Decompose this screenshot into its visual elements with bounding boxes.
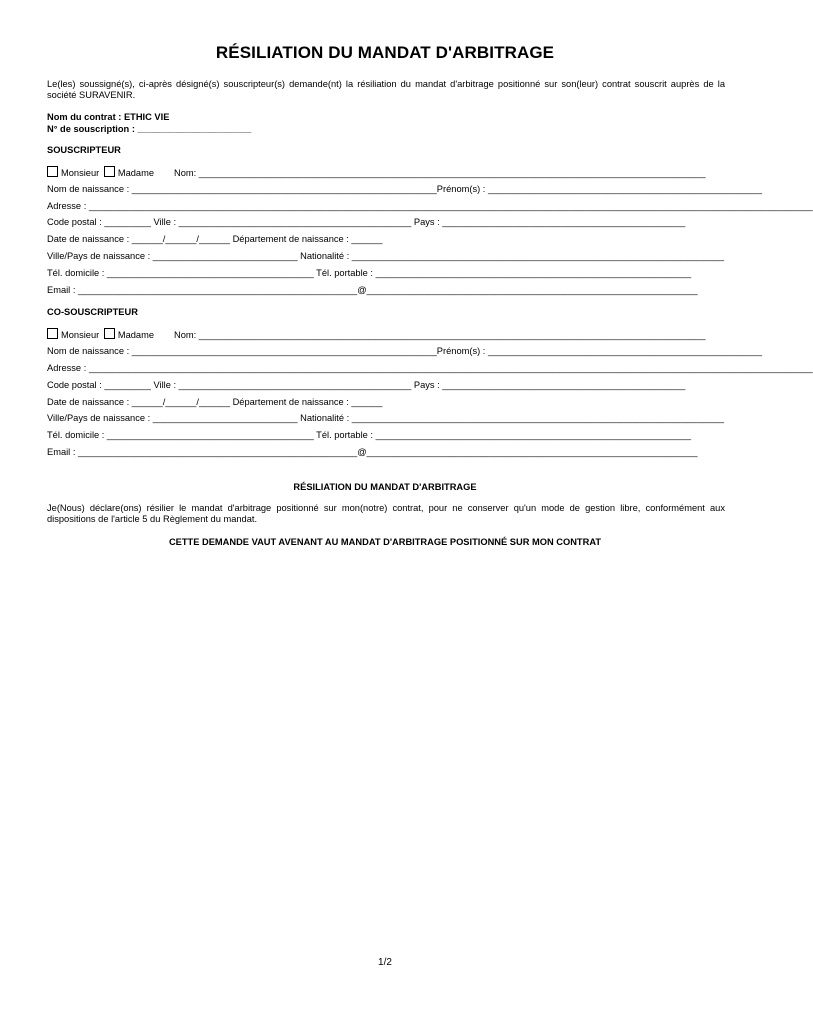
cosouscripteur-birthplace-row[interactable]: Ville/Pays de naissance : ____________________________ Nationalité : ________________________________________________________________________ <box>47 413 725 423</box>
contract-name: Nom du contrat : ETHIC VIE <box>47 112 170 122</box>
cosouscripteur-email-row[interactable]: Email : ______________________________________________________@________________________________________________________________ <box>47 447 698 457</box>
page-number: 1/2 <box>378 957 392 968</box>
monsieur-label: Monsieur <box>61 330 100 340</box>
monsieur-label: Monsieur <box>61 168 100 178</box>
cosouscripteur-heading: CO-SOUSCRIPTEUR <box>47 307 138 317</box>
souscripteur-phone-row[interactable]: Tél. domicile : ________________________________________ Tél. portable : _____________________________________________________________ <box>47 268 691 278</box>
madame-checkbox[interactable] <box>104 328 115 339</box>
cosouscripteur-address-row[interactable]: Adresse : ____________________________________________________________________________________________________________________________________________ <box>47 363 813 373</box>
souscripteur-postal-row[interactable]: Code postal : _________ Ville : _____________________________________________ Pays : _______________________________________________ <box>47 217 686 227</box>
nom-field[interactable]: Nom: __________________________________________________________________________________________________ <box>174 330 706 340</box>
souscripteur-civility-row <box>47 166 723 179</box>
souscripteur-address-row[interactable]: Adresse : ____________________________________________________________________________________________________________________________________________ <box>47 201 813 211</box>
cosouscripteur-civility-row <box>47 328 723 341</box>
declaration-paragraph: Je(Nous) déclare(ons) résilier le mandat d'arbitrage positionné sur mon(notre) contrat, pour ne conserver qu'un mode de gestion libre, conformément aux dispositions de l'article 5 du Règlement du mandat. <box>47 503 725 524</box>
cosouscripteur-phone-row[interactable]: Tél. domicile : ________________________________________ Tél. portable : _____________________________________________________________ <box>47 430 691 440</box>
souscripteur-birthdate-row[interactable]: Date de naissance : ______/______/______ Département de naissance : ______ <box>47 234 383 244</box>
avenant-notice: CETTE DEMANDE VAUT AVENANT AU MANDAT D'ARBITRAGE POSITIONNÉ SUR MON CONTRAT <box>168 537 602 547</box>
subscription-number: N° de souscription : ______________________ <box>47 123 252 134</box>
souscripteur-birthplace-row[interactable]: Ville/Pays de naissance : ____________________________ Nationalité : ________________________________________________________________________ <box>47 251 725 261</box>
cosouscripteur-postal-row[interactable]: Code postal : _________ Ville : _____________________________________________ Pays : _______________________________________________ <box>47 380 686 390</box>
souscripteur-birthname-row[interactable]: Nom de naissance : ___________________________________________________________Prénom(s) : _____________________________________________________ <box>47 184 762 194</box>
monsieur-checkbox[interactable] <box>47 328 58 339</box>
page-title: RÉSILIATION DU MANDAT D'ARBITRAGE <box>215 43 555 62</box>
monsieur-checkbox[interactable] <box>47 166 58 177</box>
intro-paragraph: Le(les) soussigné(s), ci-après désigné(s) souscripteur(s) demande(nt) la résiliation du mandat d'arbitrage positionné sur son(leur) contrat souscrit auprès de la société SURAVENIR. <box>47 79 725 100</box>
cosouscripteur-birthdate-row[interactable]: Date de naissance : ______/______/______ Département de naissance : ______ <box>47 397 383 407</box>
cosouscripteur-birthname-row[interactable]: Nom de naissance : ___________________________________________________________Prénom(s) : _____________________________________________________ <box>47 346 762 356</box>
nom-field[interactable]: Nom: __________________________________________________________________________________________________ <box>174 168 706 178</box>
resiliation-section-title: RÉSILIATION DU MANDAT D'ARBITRAGE <box>293 482 477 492</box>
madame-label: Madame <box>117 330 155 340</box>
souscripteur-heading: SOUSCRIPTEUR <box>47 145 121 155</box>
souscripteur-email-row[interactable]: Email : ______________________________________________________@________________________________________________________________ <box>47 285 698 295</box>
contract-info <box>47 112 251 135</box>
madame-checkbox[interactable] <box>104 166 115 177</box>
madame-label: Madame <box>117 168 155 178</box>
